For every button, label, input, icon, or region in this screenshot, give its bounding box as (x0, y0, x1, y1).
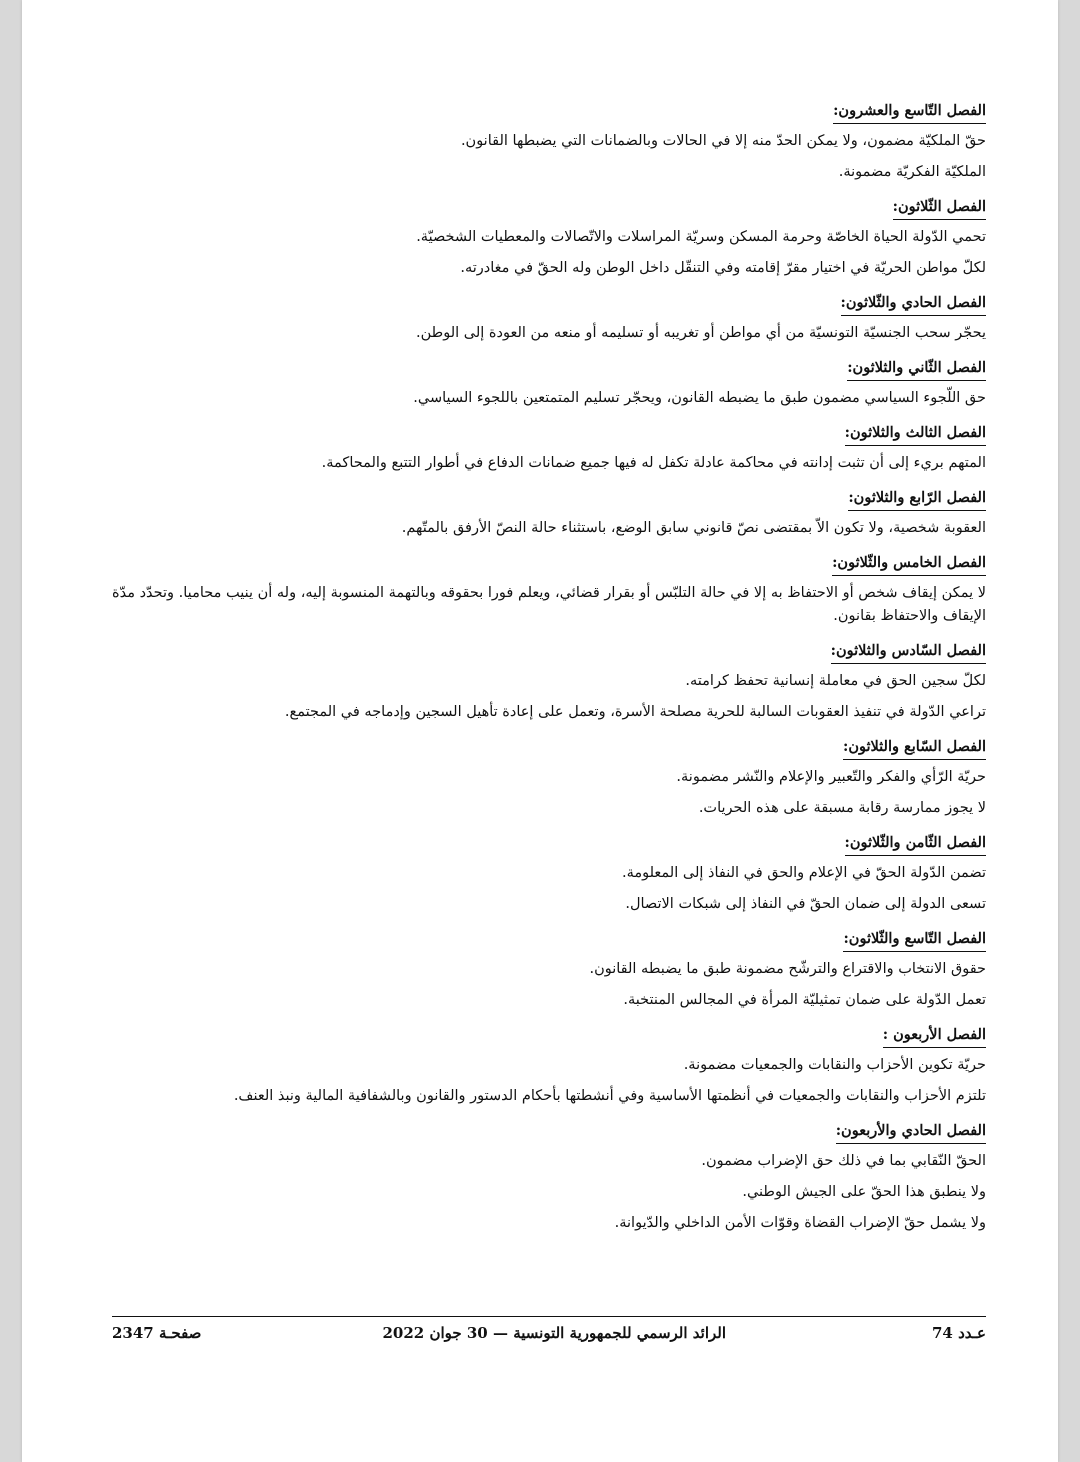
article-section (112, 924, 986, 1012)
article-section (112, 288, 986, 345)
footer-divider (112, 1316, 986, 1317)
article-section (112, 418, 986, 475)
article-title: الفصل الثّاني والثلاثون: (847, 357, 986, 381)
article-paragraph: تراعي الدّولة في تنفيذ العقوبات السالبة للحرية مصلحة الأسرة، وتعمل على إعادة تأهيل السجين وإدماجه في المجتمع. (284, 704, 986, 720)
article-title: الفصل الخامس والثّلاثون: (832, 552, 986, 576)
article-title: الفصل الثالث والثلاثون: (845, 422, 986, 446)
article-title: الفصل الثّلاثون: (893, 196, 986, 220)
article-title: الفصل الأربعون : (883, 1024, 986, 1048)
article-title: الفصل التّاسع والثّلاثون: (843, 928, 986, 952)
article-title: الفصل الحادي والأربعون: (836, 1120, 986, 1144)
article-paragraph: الحقّ النّقابي بما في ذلك حق الإضراب مضمون. (701, 1153, 986, 1169)
article-title: الفصل التّاسع والعشرون: (833, 100, 986, 124)
article-paragraph: حريّة تكوين الأحزاب والنقابات والجمعيات مضمونة. (683, 1057, 986, 1073)
article-title: الفصل الثّامن والثّلاثون: (845, 832, 986, 856)
article-paragraph: ولا يشمل حقّ الإضراب القضاة وقوّات الأمن الداخلي والدّيوانة. (614, 1215, 986, 1231)
article-title: الفصل الرّابع والثلاثون: (848, 487, 986, 511)
article-paragraph: تعمل الدّولة على ضمان تمثيليّة المرأة في المجالس المنتخبة. (623, 992, 986, 1008)
article-paragraph: المتهم بريء إلى أن تثبت إدانته في محاكمة عادلة تكفل له فيها جميع ضمانات الدفاع في أطوار التتبع والمحاكمة. (321, 455, 986, 471)
article-section (112, 828, 986, 916)
article-title: الفصل السّابع والثلاثون: (843, 736, 986, 760)
document-page (22, 0, 1058, 1462)
article-paragraph: حقوق الانتخاب والاقتراع والترشّح مضمونة طبق ما يضبطه القانون. (589, 961, 986, 977)
article-paragraph: العقوبة شخصية، ولا تكون الاّ بمقتضى نصّ قانوني سابق الوضع، باستثناء حالة النصّ الأرفق بالمتّهم. (401, 520, 986, 536)
article-section (112, 1020, 986, 1108)
article-paragraph: حق اللّجوء السياسي مضمون طبق ما يضبطه القانون، ويحجّر تسليم المتمتعين باللجوء السياسي. (413, 390, 986, 406)
article-title: الفصل السّادس والثلاثون: (831, 640, 986, 664)
article-title: الفصل الحادي والثّلاثون: (841, 292, 986, 316)
article-paragraph: لا يمكن إيقاف شخص أو الاحتفاظ به إلا في حالة التلبّس أو بقرار قضائي، ويعلم فورا بحقوقه وبالتهمة المنسوبة إليه، وله أن ينيب محاميا. وتحدّد مدّة الإيقاف والاحتفاظ بقانون. (112, 585, 986, 624)
article-paragraph: تضمن الدّولة الحقّ في الإعلام والحق في النفاذ إلى المعلومة. (621, 865, 986, 881)
article-paragraph: يحجّر سحب الجنسيّة التونسيّة من أي مواطن أو تغريبه أو تسليمه أو منعه من العودة إلى الوطن. (416, 325, 986, 341)
article-section (112, 483, 986, 540)
issue-number: عـدد 74 (932, 1324, 986, 1342)
page-footer (112, 1324, 986, 1354)
article-paragraph: تحمي الدّولة الحياة الخاصّة وحرمة المسكن وسريّة المراسلات والاتّصالات والمعطيات الشخصيّة. (416, 229, 986, 245)
article-paragraph: لا يجوز ممارسة رقابة مسبقة على هذه الحريات. (698, 800, 986, 816)
article-paragraph: تسعى الدولة إلى ضمان الحقّ في النفاذ إلى شبكات الاتصال. (625, 896, 986, 912)
article-paragraph: ولا ينطبق هذا الحقّ على الجيش الوطني. (742, 1184, 986, 1200)
article-paragraph: الملكيّة الفكريّة مضمونة. (838, 164, 986, 180)
article-section (112, 1116, 986, 1235)
article-paragraph: لكلّ مواطن الحريّة في اختيار مقرّ إقامته وفي التنقّل داخل الوطن وله الحقّ في مغادرته. (460, 260, 986, 276)
article-section (112, 96, 986, 184)
article-paragraph: لكلّ سجين الحق في معاملة إنسانية تحفظ كرامته. (685, 673, 986, 689)
page-number: صفحـة 2347 (112, 1324, 202, 1342)
journal-title-date: الرائد الرسمي للجمهورية التونسية — 30 جوان 2022 (382, 1324, 726, 1342)
article-section (112, 353, 986, 410)
article-section (112, 192, 986, 280)
article-section (112, 732, 986, 820)
article-section (112, 636, 986, 724)
article-paragraph: حريّة الرّأي والفكر والتّعبير والإعلام والنّشر مضمونة. (676, 769, 986, 785)
article-paragraph: تلتزم الأحزاب والنقابات والجمعيات في أنظمتها الأساسية وفي أنشطتها بأحكام الدستور والقانون وبالشفافية المالية ونبذ العنف. (233, 1088, 986, 1104)
article-paragraph: حقّ الملكيّة مضمون، ولا يمكن الحدّ منه إلا في الحالات وبالضمانات التي يضبطها القانون. (460, 133, 986, 149)
article-section (112, 548, 986, 628)
document-body (112, 96, 986, 1243)
